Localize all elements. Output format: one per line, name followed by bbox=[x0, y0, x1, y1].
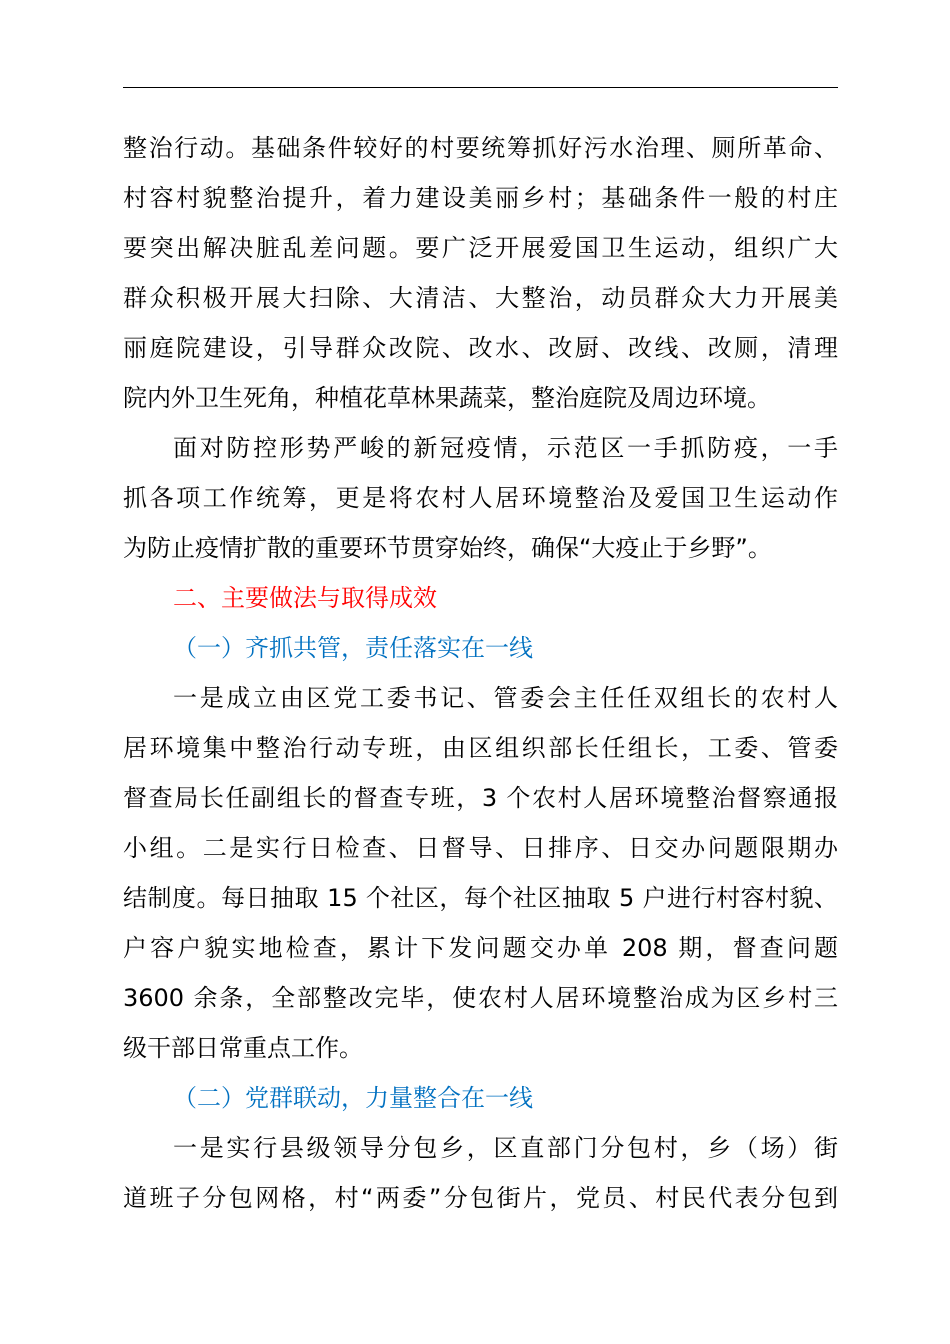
paragraph-line: 级干部日常重点工作。 bbox=[123, 1034, 363, 1062]
paragraph-line: 居环境集中整治行动专班，由区组织部长任组长，工委、管委 bbox=[123, 734, 838, 762]
paragraph-line: 丽庭院建设，引导群众改院、改水、改厨、改线、改厕，清理 bbox=[123, 334, 838, 362]
paragraph-line: 抓各项工作统筹，更是将农村人居环境整治及爱国卫生运动作 bbox=[123, 484, 838, 512]
document-body bbox=[123, 123, 838, 1223]
paragraph-line: 整治行动。基础条件较好的村要统筹抓好污水治理、厕所革命、 bbox=[123, 134, 838, 162]
paragraph-line: 结制度。每日抽取 15 个社区，每个社区抽取 5 户进行村容村貌、 bbox=[123, 884, 838, 912]
section-heading: 二、主要做法与取得成效 bbox=[173, 584, 437, 612]
header-rule bbox=[123, 87, 838, 88]
subsection-heading: （一）齐抓共管，责任落实在一线 bbox=[173, 634, 533, 662]
paragraph-line: 户容户貌实地检查，累计下发问题交办单 208 期，督查问题 bbox=[123, 934, 838, 962]
paragraph-line: 3600 余条，全部整改完毕，使农村人居环境整治成为区乡村三 bbox=[123, 984, 838, 1012]
paragraph-line: 院内外卫生死角，种植花草林果蔬菜，整治庭院及周边环境。 bbox=[123, 384, 771, 412]
paragraph-line: 督查局长任副组长的督查专班，3 个农村人居环境整治督察通报 bbox=[123, 784, 838, 812]
subsection-heading: （二）党群联动，力量整合在一线 bbox=[173, 1084, 533, 1112]
paragraph-line: 群众积极开展大扫除、大清洁、大整治，动员群众大力开展美 bbox=[123, 284, 838, 312]
paragraph-line: 为防止疫情扩散的重要环节贯穿始终，确保“大疫止于乡野”。 bbox=[123, 534, 772, 562]
paragraph-line: 面对防控形势严峻的新冠疫情，示范区一手抓防疫，一手 bbox=[173, 434, 838, 462]
paragraph-line: 一是成立由区党工委书记、管委会主任任双组长的农村人 bbox=[173, 684, 838, 712]
paragraph-line: 一是实行县级领导分包乡，区直部门分包村，乡（场）街 bbox=[173, 1134, 838, 1162]
paragraph-line: 小组。二是实行日检查、日督导、日排序、日交办问题限期办 bbox=[123, 834, 838, 862]
paragraph-line: 村容村貌整治提升，着力建设美丽乡村；基础条件一般的村庄 bbox=[123, 184, 838, 212]
paragraph-line: 要突出解决脏乱差问题。要广泛开展爱国卫生运动，组织广大 bbox=[123, 234, 838, 262]
paragraph-line: 道班子分包网格，村“两委”分包街片，党员、村民代表分包到 bbox=[123, 1184, 838, 1212]
